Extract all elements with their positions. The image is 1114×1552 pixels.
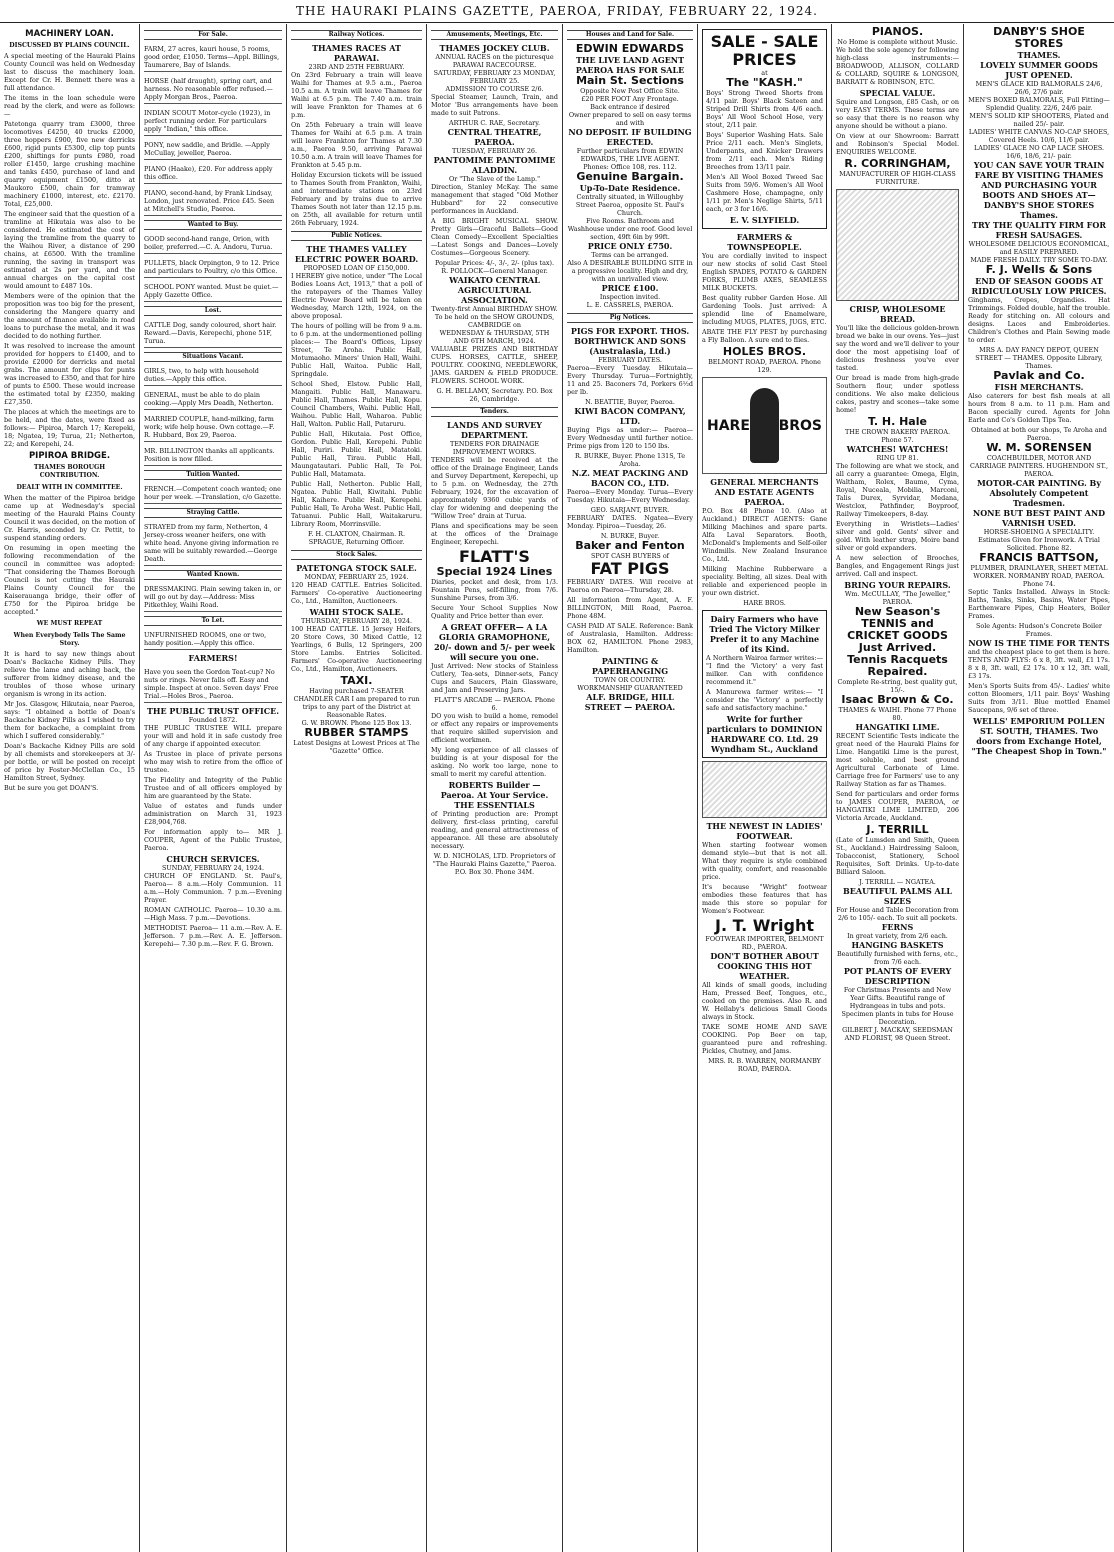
paragraph: On resuming in open meeting the following recommendation of the council in committee was adopted: "That considering the Thames Borough Council is not cutting the Hauraki Plains County Council for the Kaiserauanga bridge, their offer of £750 for the Pipiroa bridge be accepted." [4,544,135,616]
classified-ad: INDIAN SCOUT Motor-cycle (1923), in perfect running order. For particulars apply "Indian," this office. [144,107,282,136]
paragraph: Special Steamer, Launch, Train, and Motor 'Bus arrangements have been made to suit Patrons. [431,93,558,117]
holes-bros-title: HOLES BROS. [722,345,807,358]
wright-sub: FOOTWEAR IMPORTER, BELMONT RD., PAEROA. [705,935,824,951]
paragraph: On view at our Showroom: Barratt and Robinson's Special Model. ENQUIRIES WELCOME. [836,132,959,156]
pavlak-text: Obtained at both our shops, Te Aroha and Paeroa. [971,426,1107,442]
ferns-title: FERNS [881,922,914,932]
paragraph: It is hard to say new things about Doan's Backache Kidney Pills. They relieve the lame and aching back, the sufferer from kidney disease, and the troubles of those whose urinary organism is wrong in its action. [4,650,135,698]
paragraph: DO you wish to build a home, remodel or effect any repairs or improvements that require skilled supervision and efficient workmen. [431,712,558,744]
paragraph: Public Hall, Netherton. Public Hall, Ngatea. Public Hall, Kiwitahi. Public Hall, Kaihere. Public Hall, Kerepehi. Public Hall, Te Aroha West. Public Hall, Tatuanui. Public Hall, Waitakaruru. Library Room, Morrinsville. [291,480,422,528]
battson-sub: PLUMBER, DRAINLAYER, SHEET METAL WORKER. NORMANBY ROAD, PAEROA. Phone 74. [970,564,1108,588]
terrill-title: J. TERRILL [866,823,929,836]
paragraph: Plans and specifications may be seen at the offices of the Drainage Engineer, Kerepechi. [431,522,558,546]
no-deposit: NO DEPOSIT. IF BUILDING ERECTED. [568,127,692,147]
paragraph: The following are what we stock, and all carry a guarantee: Omega, Elgin, Waltham, Rolex, Baume, Cyma, Royal, Nuceala, Mobilia, Marconi, Talis Durex, Syrvidar, Medana, Westclox, Pathfinder, Boyproof, Railway Timekeepers, 8-day. [836,462,959,518]
corringham-name: R. CORRINGHAM, [844,157,951,170]
classified-ad: MR. BILLINGTON thanks all applicants. Position is now filled. [144,445,282,466]
waikato-title: WAIKATO CENTRAL AGRICULTURAL ASSOCIATION. [449,275,540,305]
paragraph: Paeroa—Every Monday. Turua—Every Tuesday. Hikutaia—Every Wednesday. [567,488,693,504]
column-6 [698,24,832,1552]
column-8 [964,24,1114,1552]
rail-title: THAMES RACES AT PARAWAI. [312,43,401,63]
paragraph: You are cordially invited to inspect our new stocks of solid Cast Steel English SPADES, POTATO & GARDEN FORKS, PLUMB AXES, SEAMLESS MILK BUCKETS. [702,252,827,292]
paragraph: Septic Tanks Installed. Always in Stock: Baths, Tanks, Sinks, Basins, Water Pipes, Earthenware Pipes, Chip Heaters, Boiler Frames. [968,588,1110,620]
farmers-townspeople-title: FARMERS & TOWNSPEOPLE. [727,232,802,252]
paragraph: Buying Pigs as under:— Paeroa—Every Wednesday until further notice. Prime pigs from 120 to 150 lbs. [567,426,693,450]
bros-letters: BROS [778,417,822,434]
paragraph: You'll like the delicious golden-brown bread we bake in our ovens. Yes—just say the word and we'll deliver to your door the most appetising loaf of delicious freshness you've ever tasted. [836,324,959,372]
paragraph: CASH PAID AT SALE. Reference: Bank of Australasia, Hamilton. Address: BOX 62, HAMILTON. Phone 2983, Hamilton. [567,622,693,654]
paragraph: Ginghams, Crepes, Organdies. Hat Trimmings. Folded double, half the trouble. Ready for stitching on. All colours and designs. Laces and Embroideries. Children's Clothes and Plain Sewing made to order. [968,296,1110,344]
classified-ad: MARRIED COUPLE, hand-milking, farm work; wife help house. Own cottage.—F. R. Hubbard, Box 29, Paeroa. [144,413,282,442]
danby-save: YOU CAN SAVE YOUR TRAIN FARE BY VISITING THAMES AND PURCHASING YOUR BOOTS AND SHOES AT— [973,160,1105,200]
edwin-edwards-tag: THE LIVE LAND AGENT PAEROA HAS FOR SALE [575,55,685,75]
genuine-text: Terms can be arranged. [591,251,669,259]
paragraph: Secure Your School Supplies Now Quality and Price better than ever. [431,604,558,620]
taxi-title: TAXI. [340,674,373,687]
signature: DANBY'S SHOE STORES Thames. [983,200,1095,220]
paragraph: Members were of the opinion that the proposition was too big for the present, considering the Mangere quarry and the amount of finance available in road loans to purchase the metal, and it was decided to do nothing further. [4,292,135,340]
paragraph: But be sure you get DOAN'S. [4,784,99,792]
central-theatre-title: CENTRAL THEATRE, PAEROA. [447,127,542,147]
paragraph: When the matter of the Pipiroa bridge came up at Wednesday's special meeting of the Hauraki Plains County Council it was decided, on the motion of Cr. Harris, seconded by Cr. Pettit, to suspend standing orders. [4,494,135,542]
repeat-title: WE MUST REPEAT [36,620,103,627]
machinery-title: MACHINERY LOAN. [25,29,114,39]
section-head: To Let. [144,616,282,626]
corringham-sub: MANUFACTURER OF HIGH-CLASS FURNITURE. [839,170,956,186]
paragraph: Our bread is made from high-grade Southern flour, under spotless conditions. We also make delicious cakes, pastry and scones—take some home! [836,374,959,414]
danby-item: LADIES' WHITE CANVAS NO-CAP SHOES, Covered Heels. 10/6, 11/6 pair. [968,128,1110,144]
signature: G. H. BELLAMY, Secretary. P.O. Box 26, Cambridge. [436,387,553,403]
tennis-title: New Season's TENNIS and CRICKET GOODS [847,605,948,642]
paragraph: Value of estates and funds under administration on March 31, 1923 £28,904,768. [144,802,282,826]
sorensen-sub: COACHBUILDER, MOTOR AND CARRIAGE PAINTERS. HUGHENDON ST., PAEROA. [969,454,1109,478]
genuine-price: PRICE ONLY £750. [587,241,673,251]
paragraph: Diaries, pocket and desk, from 1/3. Fountain Pens, self-filling, from 7/6. Sunshine Purses, from 3/6. [431,578,558,602]
section-head: Wanted Known. [144,570,282,580]
patetonga-title: PATETONGA STOCK SALE. [296,563,417,573]
signature: WELLS' EMPORIUM POLLEN ST. SOUTH, THAMES. Two doors from Exchange Hotel, "The Cheapest Shop in Town." [971,716,1107,756]
paragraph: A new selection of Brooches, Bangles, and Engagement Rings just arrived. Call and inspect. [836,554,959,578]
sale-title: SALE - SALE [710,32,819,51]
paragraph: On 25th February a train will leave Thames for Waihi at 6.5 p.m. A train will leave Frankton for Thames at 7.30 a.m., Paeroa 9.50, arriving Parawai 10.50 a.m. A train will leave Thames for Frankton at 5.45 p.m. [291,121,422,169]
tennis-just-arrived: Just Arrived. [858,641,937,654]
edwin-edwards-name: EDWIN EDWARDS [575,42,685,55]
paragraph: 100 HEAD CATTLE. 15 Jersey Heifers, 20 Store Cows, 30 Mixed Cattle, 12 Yearlings, 6 Bulls, 12 Springers, 200 Store Lambs. Entries Solicited. Farmers' Co-operative Auctioneering Co., Ltd., Hamilton, Auctioneers. [291,625,422,673]
machinery-subtitle: DISCUSSED BY PLAINS COUNCIL. [9,42,130,49]
classified-ad: CATTLE Dog, sandy coloured, short hair. Reward.—Davis, Kerepechi, phone 51F, Turua. [144,319,282,348]
hare-bros-title: GENERAL MERCHANTS AND ESTATE AGENTS PAEROA. [710,477,819,507]
paragraph: A special meeting of the Hauraki Plains County Council was held on Wednesday last to discuss the machinery loan. Except for Cr. H. Bennett there was a full attendance. [4,52,135,92]
kiwi-title: KIWI BACON COMPANY, LTD. [574,406,686,426]
paragraph: School Shed, Elstow. Public Hall, Mangaiti. Public Hall, Manawaru. Public Hall, Thames. Public Hall, Kopu. Council Chambers, Waihi. Public Hall, Waihou. Public Hall, Waharoa. Public Hall, Walton. Public Hall, Putaruru. [291,380,422,428]
rabbit-icon [750,388,779,463]
paragraph: The hours of polling will be from 9 a.m. to 6 p.m. at the undermentioned polling places:— The Board's Offices, Lipsey Street, Te Aroha. Public Hall, Motumaoho. Miners' Union Hall, Waihi. Public Hall, Waitoa. Public Hall, Springdale. [291,322,422,378]
danby-item: LADIES' GLACE NO CAP LACE SHOES. 16/6, 18/6, 21/- pair. [973,144,1105,160]
classified-ad: GIRLS, two, to help with household duties.—Apply this office. [144,365,282,386]
rail-dates: 23RD AND 25TH FEBRUARY. [308,63,405,71]
waikato-dates: WEDNESDAY & THURSDAY, 5TH AND 6TH MARCH, 1924. [439,329,550,345]
paragraph: A BIG BRIGHT MUSICAL SHOW. Pretty Girls—Graceful Ballets—Good Clean Comedy—Excellent Specialties—Latest Songs and Dances—Lovely Costumes—Gorgeous Scenery. [431,217,558,257]
hale-sub: THE CROWN BAKERY PAEROA. Phone 57. [845,428,950,444]
paragraph: 120 HEAD CATTLE. Entries Solicited. Farmers' Co-operative Auctioneering Co., Ltd., Hamilton, Auctioneers. [291,581,422,605]
sausages-text: WHOLESOME DELICIOUS ECONOMICAL, and EASILY PREPARED. [968,240,1110,256]
pigs-title: PIGS FOR EXPORT. THOS. BORTHWICK AND SONS (Australasia, Ltd.) [570,326,690,356]
isaac-brown-sub: THAMES & WAIHI. Phone 77 Phone 80. [838,706,957,722]
power-board-title: THE THAMES VALLEY ELECTRIC POWER BOARD. [294,244,419,264]
column-3 [287,24,427,1552]
classified-ad: STRAYED from my farm, Netherton, 4 Jersey-cross weaner heifers, one with white head. Anyone giving information re same will be suitably rewarded.—George Death. [144,521,282,566]
battson-text: Sole Agents: Hudson's Concrete Boiler Frames. [976,622,1102,638]
rubber-stamps-title: RUBBER STAMPS [304,726,409,739]
tennis-racquets: Tennis Racquets Repaired. [847,653,948,678]
paragraph: The places at which the meetings are to be held, and the dates, were fixed as follows:— Pipiroa, March 17; Kerepeki, 18; Ngatea, 19; Turua, 21; Netherton, 22; and Kerepehi, 24. [4,408,135,448]
public-trust-founded: Founded 1872. [188,716,238,724]
column-1 [0,24,140,1552]
section-head: Public Notices. [291,231,422,241]
pipiroa-subtitle: THAMES BOROUGH CONTRIBUTION. [33,464,106,479]
paragraph: As Trustee in place of private persons who may wish to retire from the office of trustee. [144,750,282,774]
paragraph: My long experience of all classes of building is at your disposal for the asking. No work too large, none to small to merit my careful attention. [431,746,558,778]
lands-sub: TENDERS FOR DRAINAGE IMPROVEMENT WORKS. [449,440,540,456]
signature: FLATT'S ARCADE — PAEROA. Phone 6. [434,696,555,712]
classified-ad: PULLETS, black Orpington, 9 to 12. Price and particulars to Poultry, c/o this Office. [144,257,282,278]
essentials-title: THE ESSENTIALS [454,800,535,810]
classified-ad: GOOD second-hand range, Orion, with boiler, preferred.—C. A. Andoru, Turua. [144,233,282,254]
paragraph: Men's Sports Suits from 45/-. Ladies' white cotton Bloomers, 1/11 pair. Boys' Washing Suits from 3/11. Blue mottled Enamel Saucepans, 9/6 set of three. [968,682,1110,714]
paragraph: Doan's Backache Kidney Pills are sold by all chemists and storekeepers at 3/- per bottle, or will be posted on receipt of price by Foster-McClellan Co., 15 Hamilton Street, Sydney. [4,742,135,782]
painting-title: PAINTING & PAPERHANGING [591,656,669,676]
genuine-price: PRICE £100. [601,283,659,293]
newest-footwear-title: THE NEWEST IN LADIES' FOOTWEAR. [706,821,823,841]
hanging-text: Beautifully furnished with ferns, etc., from 7/6 each. [836,950,959,966]
signature: N. BURKE, Buyer. [600,532,660,540]
signature: MRS. R. B. WARREN, NORMANBY ROAD, PAEROA. [708,1057,821,1073]
paragraph: When starting footwear women demand style—but that is not all. What they require is style combined with quality, comfort, and reasonable price. [702,841,827,881]
pot-plants-title: POT PLANTS OF EVERY DESCRIPTION [843,966,952,986]
dont-bother-title: DON'T BOTHER ABOUT COOKING THIS HOT WEATHER. [710,951,819,981]
paragraph: THE PUBLIC TRUSTEE WILL prepare your will and hold it in safe custody free of any charge if appointed executor. [144,724,282,748]
end-of-season-title: END OF SEASON GOODS AT RIDICULOUSLY LOW PRICES. [971,276,1107,296]
danby-item: MEN'S GLACE KID BALMORALS 24/6, 26/6, 27/6 pair. [975,80,1103,96]
signature: GILBERT J. MACKAY, SEEDSMAN AND FLORIST, 98 Queen Street. [842,1026,953,1042]
paragraph: The items in the loan schedule were read by the clerk, and were as follows:— [4,94,135,118]
sorensen-text: NONE BUT BEST PAINT AND VARNISH USED. [972,508,1106,528]
section-head: Stock Sales. [291,550,422,560]
section-head: Houses and Land for Sale. [567,30,693,40]
lime-title: HANGATIKI LIME. [855,722,940,732]
pot-plants-text: For Christmas Presents and New Year Gifts. Beautiful range of Hydrangeas in tubs and pots. Specimen plants in tubs for House Decoration. [841,986,954,1026]
genuine-text: Five Rooms. Bathroom and Washhouse under one roof. Good level section, 49ft 6in by 99ft. [567,217,693,241]
newspaper-columns [0,24,1114,1552]
crisp-bread-title: CRISP, WHOLESOME BREAD. [849,304,946,324]
signature: ARTHUR C. RAE, Secretary. [448,119,541,127]
main-st-title: Main St. Sections [576,74,684,87]
paragraph: Squire and Longson, £85 Cash, or on very EASY TERMS. These terms are so easy that there is no reason why anyone should be without a piano. [836,98,959,130]
pianos-sub: No Home is complete without Music. [837,38,958,46]
baker-fenton-title: Baker and Fenton [575,539,685,552]
paragraph: ROMAN CATHOLIC. Paeroa— 10.30 a.m.—High Mass. 7 p.m.—Devotions. [144,906,282,922]
genuine-bargain-title: Genuine Bargain. [576,170,684,183]
paragraph: It was resolved to increase the amount provided for hoppers to £1400, and to provide £2000 for derricks and metal grabs. The amount for clips for punts was increased to £350, and that for hire of punts to £500. These would increase the estimated total by £2350, making £27,350. [4,342,135,406]
section-head: For Sale. [144,30,282,40]
main-st-text: Further particulars from EDWIN EDWARDS, THE LIVE AGENT. Phones: Office 108, res. 112. [576,147,684,171]
classified-ad: FRENCH.—Competent coach wanted; one hour per week. —Translation, c/o Gazette. [144,483,282,504]
paragraph: All kinds of small goods, including Ham, Pressed Beef, Tongues, etc., cooked on the premises. Also R. and W. Hellaby's delicious Small Goods always in Stock. [702,981,827,1021]
paragraph: CHURCH OF ENGLAND. St. Paul's, Paeroa— 8 a.m.—Holy Communion. 11 a.m.—Holy Communion. 7 p.m.—Evening Prayer. [144,872,282,904]
gramophone-offer: A GREAT OFFER— A LA GLORIA GRAMOPHONE, 20/- down and 5/- per week will secure you one. [434,622,555,662]
genuine-text: Centrally situated, in Willoughby Street Paeroa, opposite St. Paul's Church. [575,193,685,217]
paragraph: VALUABLE PRIZES AND BIRTHDAY CUPS. HORSES, CATTLE, SHEEP, POULTRY. COOKING, NEEDLEWORK, JAMS. GARDEN & FIELD PRODUCE. FLOWERS. SCHOOL WORK. [431,345,558,385]
main-st-text: Back entrance if desired [590,103,670,111]
classified-ad: HORSE (half draught), spring cart, and harness. No reasonable offer refused.—Apply Morgan Bros., Paeroa. [144,75,282,104]
classified-ad: PIANO (Haake), £20. For address apply this office. [144,163,282,184]
paragraph: The Fidelity and Integrity of the Public Trustee and of all officers employed by him are guaranteed by the State. [144,776,282,800]
pipiroa-title: PIPIROA BRIDGE. [28,451,111,461]
paragraph: Direction, Stanley McKay. The same management that staged "Old Mother Hubbard" for 22 consecutive performances in Auckland. [431,183,558,215]
classified-ad: DRESSMAKING. Plain sewing taken in, or will go out by day.—Address: Miss Pitkethley, Waihi Road. [144,583,282,612]
paragraph: Everything in Wristlets—Ladies' silver and gold. Gents' silver and gold. With leather strap, Moire band silver or gold expanders. [836,520,959,552]
shoe-illustration [702,761,827,818]
tents-title: NOW IS THE TIME FOR TENTS [968,638,1110,648]
sale-kash: The "KASH." [726,76,803,89]
paragraph: METHODIST. Paeroa— 11 a.m.—Rev. A. E. Jefferson. 7 p.m.—Rev. A. E. Jefferson. Kerepehi— 7.30 p.m.—Rev. F. G. Brown. [144,924,282,948]
victory-title: Dairy Farmers who have Tried The Victory Milker Prefer it to any Machine of its Kind. [709,614,820,654]
classified-ad: SCHOOL PONY wanted. Must be quiet.—Apply Gazette Office. [144,281,282,302]
power-board-loan: PROPOSED LOAN OF £150,000. [303,264,410,272]
palms-title: BEAUTIFUL PALMS ALL SIZES [843,886,952,906]
sorensen-title: W. M. SORENSEN [986,441,1092,454]
jockey-club-title: THAMES JOCKEY CLUB. [439,43,550,53]
sale-at: at [761,69,768,77]
paragraph: TENDERS will be received at the office of the Drainage Engineer, Lands and Survey Department, Kerepechi, up to 5 p.m. on Wednesday, the 27th February, 1924, for the excavation of approximately 9360 cubic yards of clay for widening and deepening the "Willow Tree" drain at Turua. [431,456,558,520]
section-head: Amusements, Meetings, Etc. [431,30,558,40]
signature: GEO. SARJANT, BUYER. [590,506,670,514]
signature: N. BEATTIE, Buyer, Paeroa. [585,398,675,406]
isaac-brown-title: Isaac Brown & Co. [841,693,954,706]
paragraph: of Printing production are: Prompt delivery, first-class printing, careful reading, and general attractiveness of appearance. All these are absolutely necessary. [431,810,558,850]
section-head: Situations Vacant. [144,352,282,362]
waihi-date: THURSDAY, FEBRUARY 28, 1924. [300,617,413,625]
column-4 [427,24,563,1552]
church-title: CHURCH SERVICES. [166,854,260,864]
pianos-special: SPECIAL VALUE. [859,88,936,98]
section-head: Tuition Wanted. [144,470,282,480]
danby-item: MEN'S BOXED BALMORALS, Full Fitting—Splendid Quality. 22/6, 24/6 pair. [968,96,1110,112]
paragraph: FEBRUARY DATES. Ngatea—Every Monday. Pipiroa—Tuesday, 26. [567,514,693,530]
paragraph: Also caterers for best fish meals at all hours from 8 a.m. to 11 p.m. Ham and Bacon specially cured. Agents for John Earle and Co's Golden Tips Tea. [968,392,1110,424]
pavlak-title: Pavlak and Co. [993,369,1085,382]
watches-ring: RING UP 81. [876,454,919,462]
flatts-sub: Special 1924 Lines [436,565,553,578]
masthead: THE HAURAKI PLAINS GAZETTE, PAEROA, FRIDAY, FEBRUARY 22, 1924. [0,0,1114,23]
pigs-dates: FEBRUARY DATES. [598,356,662,364]
farmers-head: FARMERS! [188,653,238,663]
paragraph: The engineer said that the question of a tramline at Hikutaia was also to be considered. He estimated the cost of laying the tramline from the quarry to the Waihou River, a distance of 290 chains, at £6500. With the tramline running, the saving in transport was estimated at 2s per yard, and the annual charges on the capital cost would amount to £487 10s. [4,210,135,290]
hale-name: T. H. Hale [868,415,927,428]
signature: R. BURKE, Buyer. Phone 131S, Te Aroha. [574,452,686,468]
paragraph: Just Arrived: New stocks of Stainless Cutlery, Tea-sets, Dinner-sets, Fancy Cups and Saucers, Plain Glassware, and Jam and Preserving Jars. [431,662,558,694]
patetonga-date: MONDAY, FEBRUARY 25, 1924. [304,573,409,581]
main-st-text: Opposite New Post Office Site. [580,87,680,95]
sausages-title: TRY THE QUALITY FIRM FOR FRESH SAUSAGES. [972,220,1106,240]
classified-ad: PONY, new saddle, and Bridle. —Apply McCullay, jeweller, Paeroa. [144,139,282,160]
danby-item: MEN'S SOLID KIP SHOOTERS, Plated and nailed 25/- pair. [969,112,1109,128]
waikato-sub: Twenty-first Annual BIRTHDAY SHOW. To be held on the SHOW GROUNDS, CAMBRIDGE on [431,305,558,329]
lands-title: LANDS AND SURVEY DEPARTMENT. [446,420,543,440]
aladdin-sub: Or "The Slave of the Lamp." [448,175,541,183]
paragraph: TAKE SOME HOME AND SAVE COOKING. Pop Beer on tap, guaranteed pure and refreshing. Pickles, Chutney, and Jams. [702,1023,827,1055]
sale-ad [702,29,827,229]
paragraph: P.O. Box 48 Phone 10. (Also at Auckland.) DIRECT AGENTS: Gane Milking Machines and spare parts. Alfa Laval Separators. Booth, McDonald's Implements and Self-oiler Windmills. New Zealand Insurance Co., Ltd. [702,507,827,563]
baker-fenton-sub: SPOT CASH BUYERS of [590,552,670,560]
column-5 [563,24,698,1552]
roberts-builder: ROBERTS Builder — Paeroa. At Your Service. [440,780,549,800]
hanging-title: HANGING BASKETS [851,940,944,950]
paragraph: Boys' Strong Tweed Shorts from 4/11 pair. Boys' Black Sateen and Striped Drill Shirts from 4/6 each. Boys' All Wool School Hose, very stout, 2/11 pair. [706,89,823,129]
pavlak-sub: FISH MERCHANTS. [994,382,1084,392]
painting-sub: TOWN OR COUNTRY. WORKMANSHIP GUARANTEED [577,676,683,692]
section-head: Lost. [144,306,282,316]
danby-lovely: LOVELY SUMMER GOODS JUST OPENED. [980,60,1098,80]
victory-milker-ad [702,610,827,758]
paragraph: Patetonga quarry tram £3000, three locomotives £4250, 40 trucks £2000, three hoppers £900, five new derricks £600, rigid punts £5300, clip top punts £200, shiftings for punts £980, road roller £1450, large crushing machine and tanks £450, purchase of land and quarry equipment £1500, ditto at Maukoro £500, chain for tramway machinery £1000, interest, etc. £2170. Total, £25,000. [4,120,135,208]
tennis-text: Complete Re-string, best quality gut, 15/-. [837,678,958,694]
signature: E. V. SLYFIELD. [729,215,800,225]
bread-illustration [836,189,959,301]
paragraph: For information apply to— MR J. COUPER, Agent of the Public Trustee, Paeroa. [144,828,282,852]
paragraph: RECENT Scientific Tests indicate the great need of the Hauraki Plains for Lime. Hangatiki Lime is the purest, most soluble, and best ground Agricultural Carbonate of Lime. Carriage free for Farmers' use to any Railway Station as far as Thames. [836,732,959,788]
main-st-text: Owner prepared to sell on easy terms and with [568,111,692,127]
paragraph: All information from Agent, A. F. BILLINGTON, Mill Road, Paeroa. Phone 48M. [567,596,693,620]
wright-title: J. T. Wright [715,916,814,935]
paragraph: It's because "Wright" footwear embodies these features that has made this store so popular for Women's Footwear. [702,883,827,915]
church-date: SUNDAY, FEBRUARY 24, 1924. [161,864,265,872]
sorensen-text: MOTOR-CAR PAINTING. By Absolutely Competent Tradesmen. [977,478,1101,508]
sausages-text: MADE FRESH DAILY. TRY SOME TO-DAY. [970,256,1108,264]
battson-title: FRANCIS BATTSON, [979,551,1099,564]
paragraph: On 23rd February a train will leave Waihi for Thames at 9.5 a.m., Paeroa 10.5 a.m. A train will leave Thames for Waihi at 6.5 p.m. The 7.40 a.m. train will leave Frankton for Thames at 6 p.m. [291,71,422,119]
aladdin-prices: Popular Prices: 4/-, 3/-, 2/- (plus tax). [434,259,555,267]
paragraph: Mr Jos. Glasgow, Hikutaia, near Paeroa, says: "I obtained a bottle of Doan's Backache Kidney Pills as I wished to try them for backache, a complaint from which I suffered considerably." [4,700,135,740]
genuine-text: Also A DESIRABLE BUILDING SITE in a progressive locality. High and dry, with an unrivalled view. [567,259,693,283]
main-st-text: £20 PER FOOT Any Frontage. [581,95,679,103]
pianos-title: PIANOS. [871,25,924,38]
section-head: Tenders. [431,407,558,417]
paragraph: Men's All Wool Boxed Tweed Sac Suits from 59/6. Women's All Wool Cashmere Hose, champagne, only 1/11 pr. Men's Neglige Shirts, 5/11 each, or 3 for 16/6. [706,173,823,213]
wells-sons-name: F. J. Wells & Sons [985,263,1093,276]
genuine-text: Inspection invited. [599,293,661,301]
holes-bros-addr: BELMONT ROAD, PAEROA. Phone 129. [708,358,821,374]
taxi-sign: G. W. BROWN. Phone 125 Box 13. [301,719,412,727]
jockey-club-sub: ANNUAL RACES on the picturesque PARAWAI RACECOURSE. [435,53,554,69]
genuine-bargain-sub: Up-To-Date Residence. [579,183,681,193]
watches-bring: BRING YOUR REPAIRS. [844,580,951,590]
classified-ad: Have you seen the Gordon Teat-cup? No nuts or rings. Never falls off. Easy and simple. Inspect at once. Seven days' Free Trial.—Holes Bros., Paeroa. [144,666,282,703]
paragraph: I HEREBY give notice, under "The Local Bodies Loans Act, 1913," that a poll of the ratepayers of the Thames Valley Electric Power Board will be taken on Wednesday, March 12th, 1924, on the above proposal. [291,272,422,320]
public-trust-title: THE PUBLIC TRUST OFFICE. [146,706,280,716]
palms-text: For House and Table Decoration from 2/6 to 105/- each. To suit all pockets. [836,906,959,922]
repeat-subtitle: When Everybody Tells The Same Story. [13,632,126,647]
paragraph: A Manurewa farmer writes:— "I consider the 'Victory' a perfectly safe and satisfactory machine." [706,688,823,712]
section-head: Railway Notices. [291,30,422,40]
paragraph: ABATE THE FLY PEST by purchasing a Fly Balloon. A sure end to flies. [702,328,827,344]
paragraph: Holiday Excursion tickets will be issued to Thames South from Frankton, Waihi, and intermediate stations on 23rd February and by trains due to arrive Thames South not later than 12.15 p.m. on 25th, all available for return until 26th February, 1924. [291,171,422,227]
paragraph: A Northern Wairoa farmer writes:— "I find the 'Victory' a very fast milker. Can with confidence recommend it." [706,654,823,686]
signature: J. TERRILL — NGATEA. [859,878,936,886]
classified-ad: UNFURNISHED ROOMS, one or two, handy position.—Apply this office. [144,629,282,650]
paragraph: Milking Machine Rubberware a speciality. Belting, all sizes. Deal with reliable and experienced people in your own district. [702,565,827,597]
section-head: Straying Cattle. [144,508,282,518]
signature: R. POLLOCK—General Manager. [441,267,548,275]
nz-meat-title: N.Z. MEAT PACKING AND BACON CO., LTD. [571,468,689,488]
classified-ad: GENERAL, must be able to do plain cooking.—Apply Mrs Deadh, Netherton. [144,389,282,410]
waihi-title: WAIHI STOCK SALE. [309,607,404,617]
jockey-club-dates: SATURDAY, FEBRUARY 23 MONDAY, FEBRUARY 25. [433,69,556,85]
signature: HARE BROS. [743,599,786,607]
signature: W. D. NICHOLAS, LTD. Proprietors of "The Hauraki Plains Gazette," Paeroa. P.O. Box 30. Phone 34M. [432,852,557,876]
danby-title: DANBY'S SHOE STORES [993,25,1085,50]
painting-sign: ALF. BRIDGE, HILL STREET — PAEROA. [584,692,676,712]
paragraph: We hold the sole agency for following high-class instruments:— BROADWOOD, ALLISON, COLLARD & COLLARD, SQUIRE & LONGSON, BARRATT & ROBINSON, ETC. [836,46,959,86]
jockey-club-admission: ADMISSION TO COURSE 2/6. [445,85,544,93]
signature: F. H. CLAXTON, Chairman. R. SPRAGUE, Returning Officer. [308,530,405,546]
hare-bros-illustration [702,377,827,474]
paragraph: (Late of Lumsden and Smith, Queen St., Auckland.) Hairdressing Saloon, Tobacconist, Stationery, School Requisites, Soft Drinks. Up-to-date Billiard Saloon. [836,836,959,876]
signature: Wm. McCULLAY, "The Jeweller," PAEROA. [844,590,951,606]
section-head: Pig Notices. [567,313,693,323]
column-7 [832,24,964,1552]
pipiroa-subtitle-2: DEALT WITH IN COMMITTEE. [16,484,123,491]
victory-contact: Write for further particulars to DOMINION HARDWARE CO. Ltd. 29 Wyndham St., Auckland [706,714,823,754]
paragraph: Boys' Superior Washing Hats. Sale Price 2/11 each. Men's Singlets, Underpants, and Knicker Drawers from 2/11 each. Men's Riding Breeches from 13/11 pair. [706,131,823,171]
section-head: Wanted to Buy. [144,220,282,230]
paragraph: and the cheapest place to get them is here. TENTS AND FLYS: 6 x 8, 3ft. wall, £1 17s. 8 x 8, 3ft. wall, £2 17s. 10 x 12, 3ft. wall, £3 17s. [968,648,1110,680]
sale-prices: PRICES [732,50,797,69]
flatts-title: FLATT'S [459,547,530,566]
taxi-body: Having purchased 7-SEATER CHANDLER CAR I am prepared to run trips to any part of the District at Reasonable Rates. [293,687,420,719]
paragraph: FEBRUARY DATES. Will receive at Paeroa on Paeroa—Thursday, 28. [567,578,693,594]
hare-letters: HARE [707,417,750,434]
classified-ad: PIANO, second-hand, by Frank Lindsay, London, just renovated. Price £45. Seen at Mitchell's Studio, Paeroa. [144,187,282,216]
watches-title: WATCHES! WATCHES! [846,444,949,454]
paragraph: Public Hall, Hikutaia. Post Office, Gordon. Public Hall, Kerepehi. Public Hall, Puriri. Public Hall, Matatoki. Public Hall, Tirau. Public Hall, Maungatautari. Public Hall, Te Poi. Public Hall, Matamata. [291,430,422,478]
column-2 [140,24,287,1552]
paragraph: Best quality rubber Garden Hose. All Gardening Tools. Just arrived: A splendid line of Enamelware, including MUGS, PLATES, JUGS, ETC. [702,294,827,326]
rubber-stamps-body: Latest Designs at Lowest Prices at The "Gazette" Office. [293,739,420,755]
signature: MRS A. DAY FANCY DEPOT, QUEEN STREET — THAMES. Opposite Library, Thames. [975,346,1103,370]
danby-thames: THAMES. [1017,50,1061,60]
paragraph: Paeroa—Every Tuesday. Hikutaia—Every Thursday. Turua—Fortnightly, 11 and 25. Baconers 7d, Porkers 6½d per lb. [567,364,693,396]
pantomime-title: PANTOMIME PANTOMIME ALADDIN. [433,155,556,175]
fat-pigs: FAT PIGS [590,559,670,578]
classified-ad: FARM, 27 acres, kauri house, 5 rooms, good order, £1050. Terms—Appl. Billings, Taumarere, Bay of Islands. [144,43,282,72]
signature: L. E. CASSRELS, PAEROA. [586,301,674,309]
paragraph: Send for particulars and order forms to JAMES COUPER, PAEROA, or HANGATIKI LIME LIMITED, 206 Victoria Arcade, Auckland. [836,790,959,822]
ferns-text: In great variety, from 2/6 each. [847,932,948,940]
sorensen-text: HORSE-SHOEING A SPECIALITY. Estimates Given for Ironwork. A Trial Solicited. Phone 82. [978,528,1100,552]
central-theatre-date: TUESDAY, FEBRUARY 26. [451,147,538,155]
